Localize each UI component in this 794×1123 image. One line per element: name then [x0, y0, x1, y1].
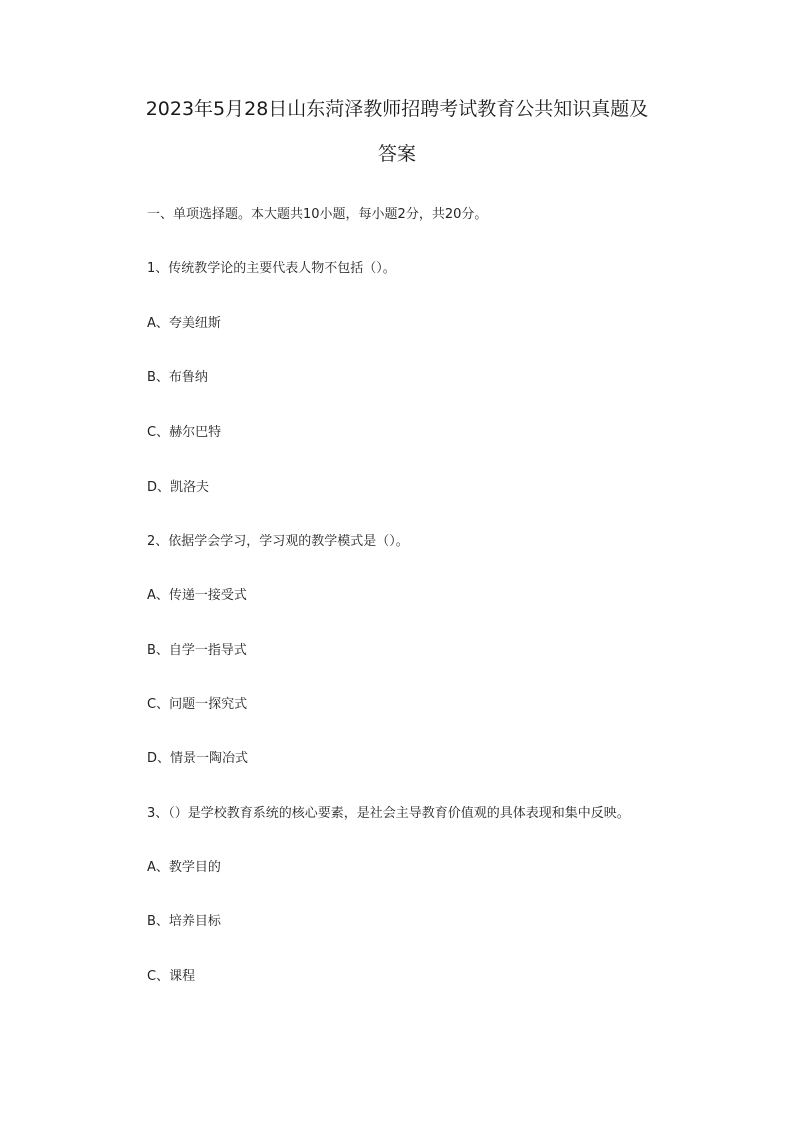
question-option: A、教学目的 [147, 860, 221, 875]
question-option: B、布鲁纳 [147, 370, 208, 385]
document-title-line-1: 2023年5月28日山东菏泽教师招聘考试教育公共知识真题及 [145, 98, 649, 120]
document-title-line-2: 答案 [377, 143, 416, 165]
question-option: B、自学一指导式 [147, 643, 247, 658]
question-option: B、培养目标 [147, 914, 221, 929]
section-heading: 一、单项选择题。本大题共10小题，每小题2分，共20分。 [147, 207, 488, 222]
question-stem: 3、（）是学校教育系统的核心要素，是社会主导教育价值观的具体表现和集中反映。 [147, 806, 630, 821]
question-option: A、夸美纽斯 [147, 316, 221, 331]
question-stem: 2、依据学会学习，学习观的教学模式是（）。 [147, 534, 409, 549]
question-option: C、课程 [147, 969, 196, 984]
question-option: C、问题一探究式 [147, 697, 248, 712]
question-stem: 1、传统教学论的主要代表人物不包括（）。 [147, 261, 396, 276]
question-option: A、传递一接受式 [147, 588, 247, 603]
question-option: C、赫尔巴特 [147, 425, 222, 440]
question-option: D、情景一陶冶式 [147, 751, 249, 766]
question-option: D、凯洛夫 [147, 480, 210, 495]
